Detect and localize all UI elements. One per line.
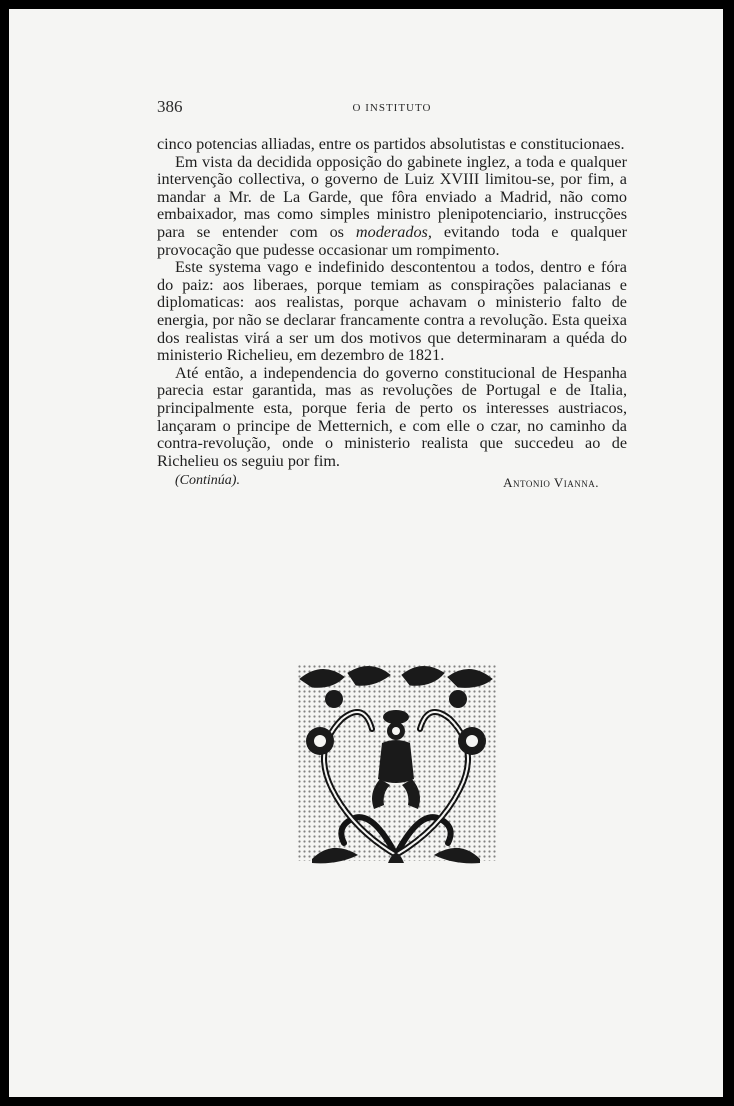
document-page (9, 9, 723, 1097)
paragraph-1: cinco potencias alliadas, entre os partidos absolutistas e constitucionaes. (157, 135, 625, 153)
continua-note: (Continúa). (175, 473, 240, 489)
paragraph-2-part-2: evitando toda e qualquer provocação que pudesse occasionar um rompimento. (157, 222, 627, 259)
floral-vignette-with-figure-icon (292, 659, 500, 871)
page-header (157, 97, 627, 117)
running-head: O INSTITUTO (352, 102, 432, 114)
signature-line (157, 472, 627, 492)
author-signature: Antonio Vianna. (503, 475, 599, 491)
paragraph-4: Até então, a independencia do governo constitucional de Hespanha parecia estar garantida, mas as revoluções de Portugal e de Italia, principalmente esta, porque feria de perto os interesses austriacos, lançaram o principe de Metternich, e com elle o czar, no caminho da contra-revolução, onde o ministerio realista que succedeu ao de Richelieu os seguiu por fim. (157, 363, 627, 470)
paragraph-3: Este systema vago e indefinido descontentou a todos, dentro e fóra do paiz: aos liberaes, porque temiam as conspirações palacianas e diplomaticas: aos realistas, porque achavam o ministerio falto de energia, por não se declarar francamente contra a revolução. Esta queixa dos realistas virá a ser um dos motivos que determinaram a quéda do ministerio Richelieu, em dezembro de 1821. (157, 258, 627, 365)
paragraph-2 (157, 154, 627, 260)
italic-term: moderados, (355, 222, 432, 241)
paragraph-2-part-1: Em vista da decidida opposição do gabinete inglez, a toda e qualquer intervenção collectiva, o governo de Luiz XVIII limitou-se, por fim, a mandar a Mr. de La Garde, que fôra enviado a Madrid, não como embaixador, mas como simples ministro plenipotenciario, instrucções para se entender com os (157, 152, 627, 241)
article-body (157, 136, 627, 492)
page-number: 386 (157, 97, 183, 116)
